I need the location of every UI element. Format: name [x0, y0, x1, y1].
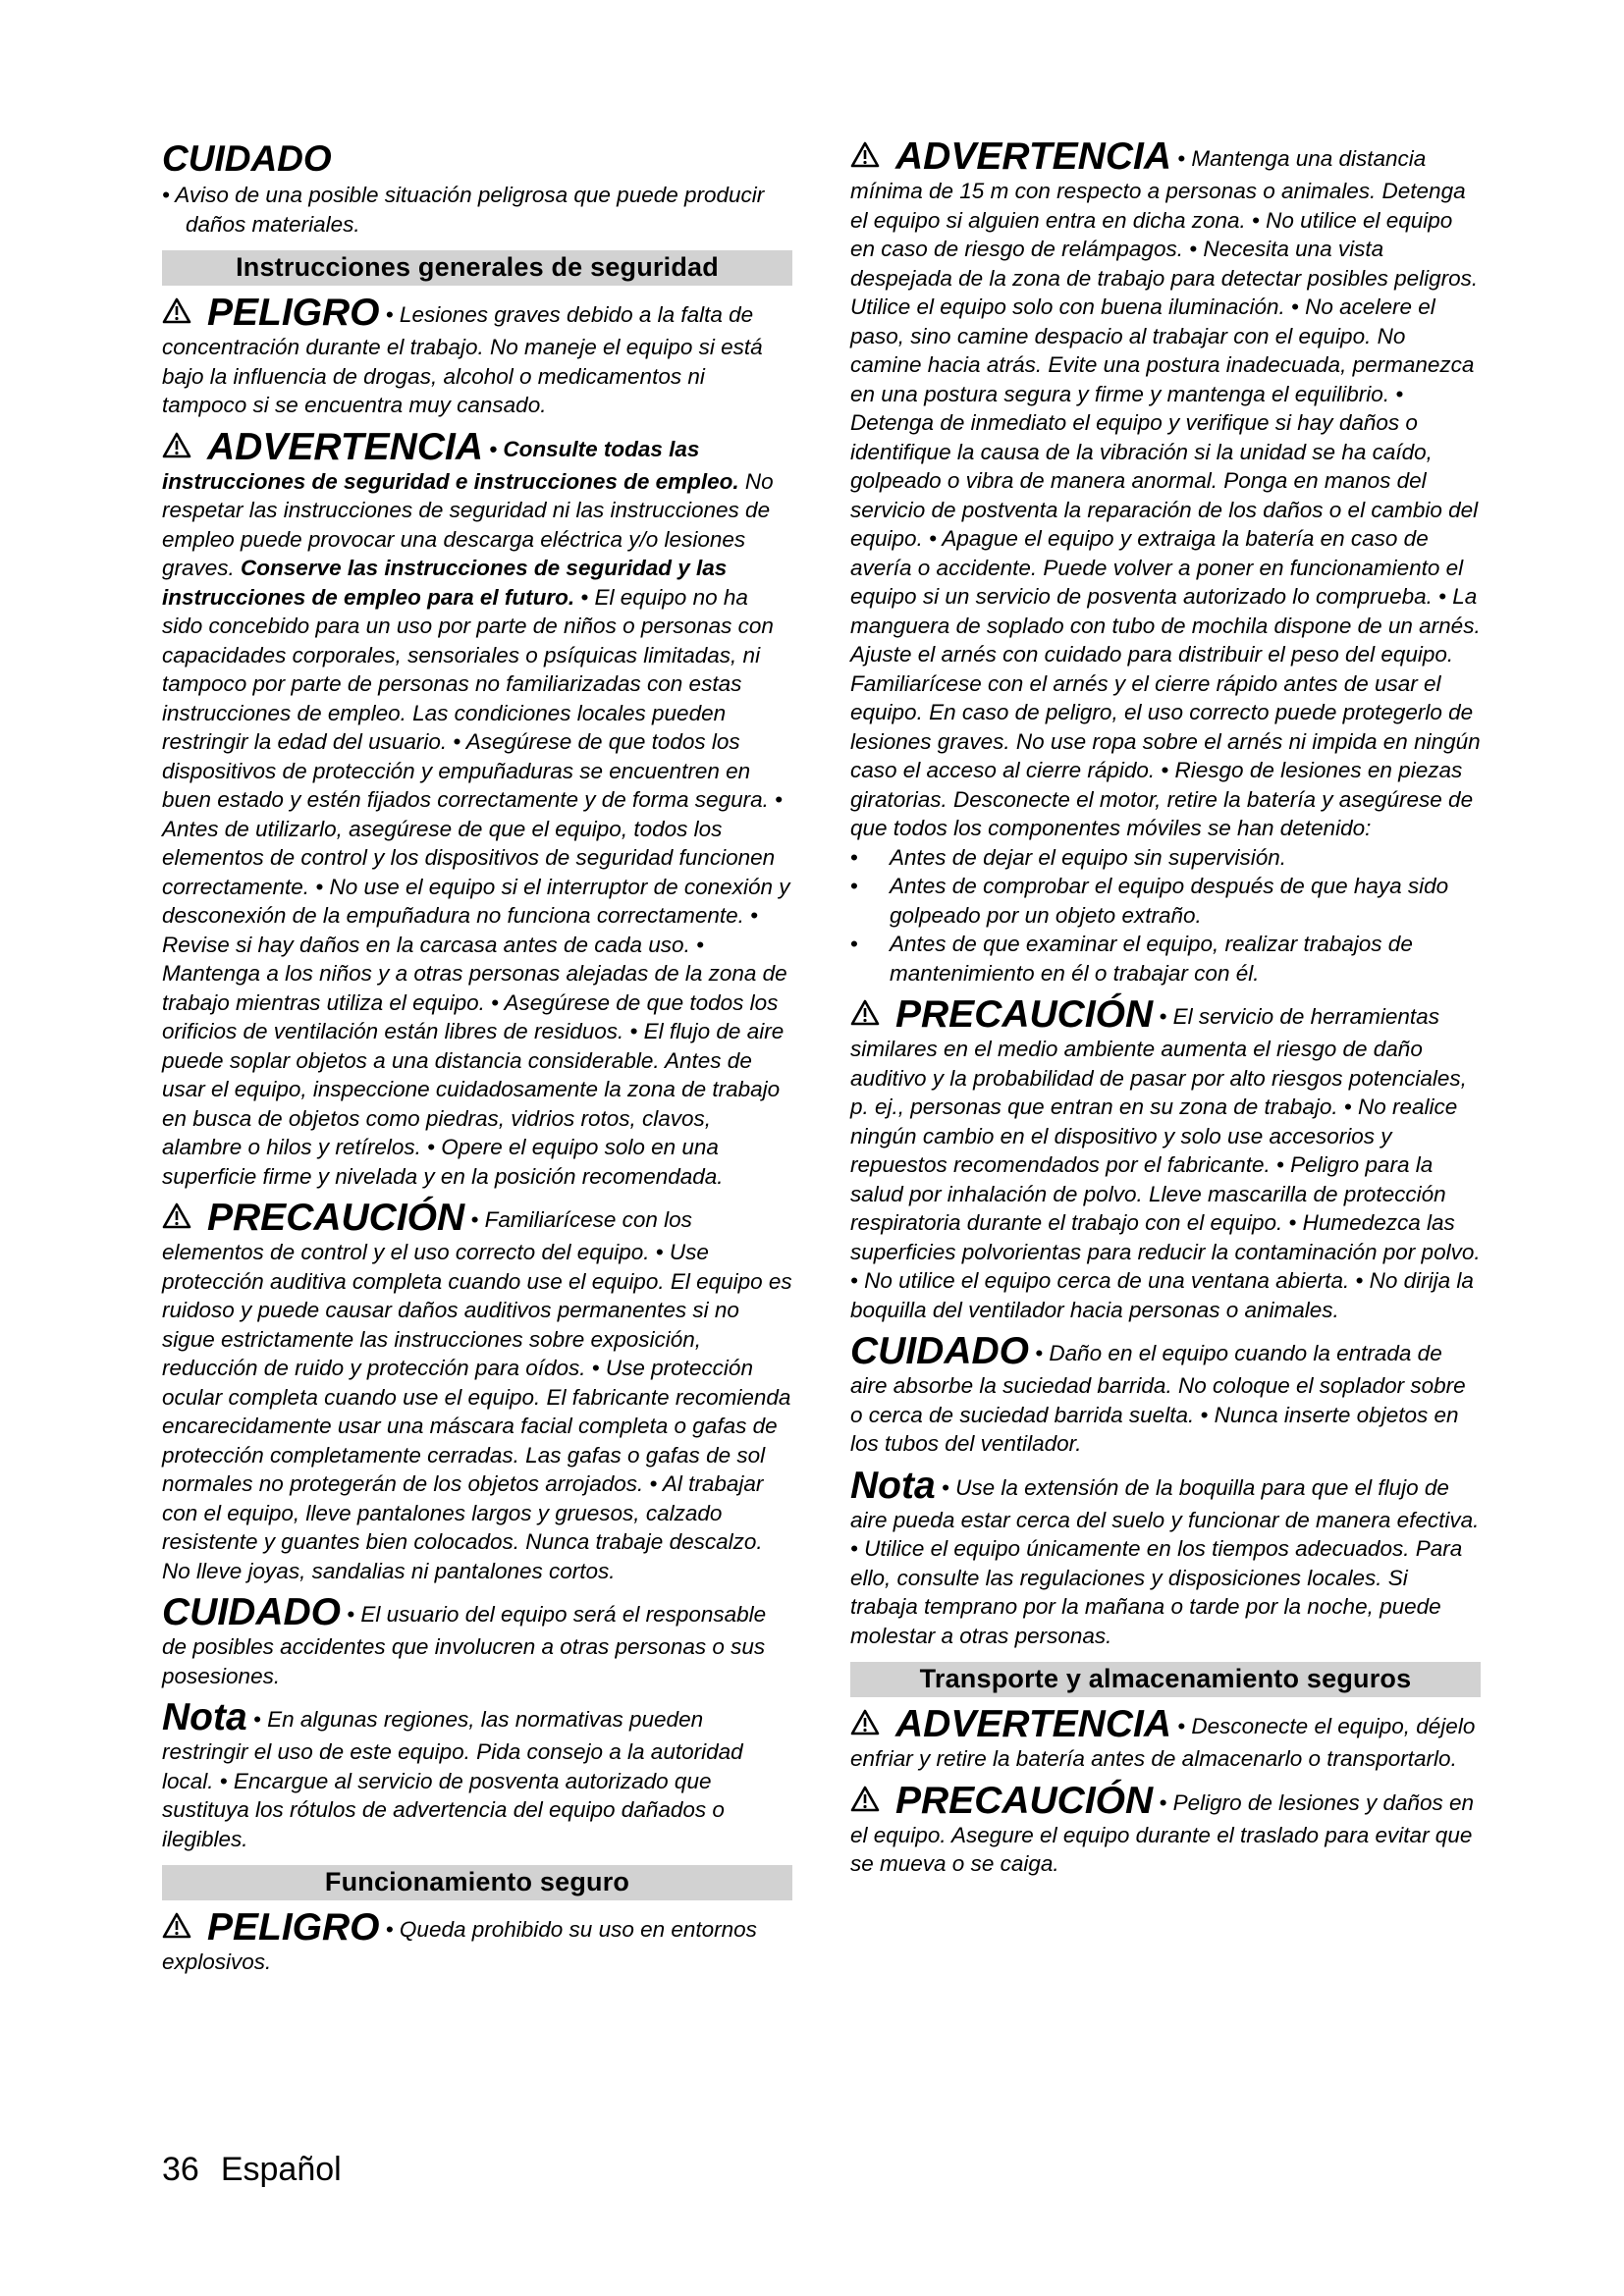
advertencia-paragraph-2 [850, 137, 1481, 843]
nota-keyword: Nota [162, 1696, 247, 1738]
advertencia-text: • Mantenga una distancia mínima de 15 m con respecto a personas o animales. Detenga el equipo si alguien entra en dicha zona. • No utilice el equipo en caso de riesgo de relámpagos. • Necesita una vista despejada de la zona de trabajo para detectar posibles peligros. Utilice el equipo solo con buena iluminación. • No acelere el paso, sino camine despacio al trabajar con el equipo. No camine hacia atrás. Evite una postura inadecuada, permanezca en una postura segura y firme y mantenga el equilibrio. • Detenga de inmediato el equipo y verifique si hay daños o identifique la causa de la vibración si la unidad se ha caído, golpeado o vibra de manera anormal. Ponga en manos del servicio de postventa la reparación de los daños o el cambio del equipo. • Apague el equipo y extraiga la batería en caso de avería o accidente. Puede volver a poner en funcionamiento el equipo si un servicio de posventa autorizado lo comprueba. • La manguera de soplado con tubo de mochila dispone de un arnés. Ajuste el arnés con cuidado para distribuir el peso del equipo. Familiarícese con el arnés y el cierre rápido antes de usar el equipo. En caso de peligro, el uso correcto puede protegerlo de lesiones graves. No use ropa sobre el arnés ni impida en ningún caso el acceso al cierre rápido. • Riesgo de lesiones en piezas giratorias. Desconecte el motor, retire la batería y asegúrese de que todos los componentes móviles se han detenido: [850, 146, 1481, 840]
page-language: Español [220, 2151, 342, 2188]
peligro-paragraph-1 [162, 294, 792, 420]
peligro-text: • Queda prohibido su uso en entornos explosivos. [162, 1917, 757, 1974]
right-column [850, 137, 1481, 1879]
advertencia-text-1: No respetar las instrucciones de seguridad ni las instrucciones de empleo puede provocar una descarga eléctrica y/o lesiones graves. [162, 468, 774, 580]
nota-paragraph-1 [162, 1698, 792, 1853]
advertencia-keyword: ADVERTENCIA [895, 135, 1171, 178]
peligro-keyword: PELIGRO [207, 1906, 380, 1949]
cuidado-keyword: CUIDADO [162, 1591, 341, 1633]
nota-text: • En algunas regiones, las normativas pueden restringir el uso de este equipo. Pida consejo a la autoridad local. • Encargue al servicio de posventa autorizado que sustituya los rótulos de advertencia del equipo dañados o ilegibles. [162, 1707, 743, 1851]
bullet: • [850, 874, 858, 898]
precaucion-keyword: PRECAUCIÓN [895, 1779, 1154, 1822]
nota-text: • Use la extensión de la boquilla para que el flujo de aire pueda estar cerca del suelo y funcionar de manera efectiva. • Utilice el equipo únicamente en los tiempos adecuados. Para ello, consulte las regulaciones y disposiciones locales. Si trabaja temprano por la mañana o tarde por la noche, puede molestar a otras personas. [850, 1474, 1480, 1648]
precaucion-paragraph-1 [162, 1199, 792, 1585]
nota-paragraph-2 [850, 1464, 1481, 1651]
stop-conditions-list [850, 843, 1481, 988]
precaucion-keyword: PRECAUCIÓN [207, 1197, 465, 1239]
page-number: 36 [162, 2151, 199, 2188]
warning-triangle-icon [850, 141, 880, 168]
cuidado-text: • El usuario del equipo será el responsable de posibles accidentes que involucren a otras personas o sus posesiones. [162, 1602, 767, 1688]
advertencia-bold-1: • Consulte todas las instrucciones de seguridad e instrucciones de empleo. [162, 436, 739, 494]
precaucion-keyword: PRECAUCIÓN [895, 993, 1154, 1036]
warning-triangle-icon [162, 1202, 191, 1229]
precaucion-paragraph-3 [850, 1779, 1481, 1879]
section-header-general-safety: Instrucciones generales de seguridad [162, 250, 792, 286]
advertencia-keyword: ADVERTENCIA [895, 1703, 1171, 1745]
warning-triangle-icon [162, 297, 191, 324]
list-item: • Antes de comprobar el equipo después de que haya sido golpeado por un objeto extraño. [850, 874, 1449, 928]
cuidado-heading: CUIDADO [162, 138, 332, 179]
warning-triangle-icon [162, 1912, 191, 1939]
cuidado-keyword: CUIDADO [850, 1330, 1029, 1372]
list-item: • Antes de que examinar el equipo, realizar trabajos de mantenimiento en él o trabajar con él. [850, 932, 1413, 986]
page-footer [162, 2150, 342, 2189]
advertencia-paragraph-3 [850, 1705, 1481, 1774]
advertencia-text: • Desconecte el equipo, déjelo enfriar y retire la batería antes de almacenarlo o transportarlo. [850, 1714, 1476, 1771]
warning-triangle-icon [850, 999, 880, 1026]
list-item: • Antes de dejar el equipo sin supervisión. [850, 843, 1481, 873]
precaucion-text: • Familiarícese con los elementos de control y el uso correcto del equipo. • Use protección auditiva completa cuando use el equipo. El equipo es ruidoso y puede causar daños auditivos permanentes si no sigue estrictamente las instrucciones sobre exposición, reducción de ruido y protección para oídos. • Use protección ocular completa cuando use el equipo. El fabricante recomienda encarecidamente usar una máscara facial completa o gafas de protección completamente cerradas. Las gafas o gafas de sol normales no protegerán de los objetos arrojados. • Al trabajar con el equipo, lleve pantalones largos y gruesos, calzado resistente y guantes bien colocados. Nunca trabaje descalzo. No lleve joyas, sandalias ni pantalones cortos. [162, 1207, 792, 1583]
section-header-transport-storage: Transporte y almacenamiento seguros [850, 1662, 1481, 1697]
cuidado-paragraph-3 [850, 1332, 1481, 1459]
precaucion-text: • El servicio de herramientas similares en el medio ambiente aumenta el riesgo de daño auditivo y la probabilidad de pasar por alto riesgos potenciales, p. ej., personas que entran en su zona de trabajo. • No realice ningún cambio en el dispositivo y solo use accesorios y repuestos recomendados por el fabricante. • Peligro para la salud por inhalación de polvo. Lleve mascarilla de protección respiratoria durante el trabajo con el equipo. • Humedezca las superficies polvorientas para reducir la contaminación por polvo. • No utilice el equipo cerca de una ventana abierta. • No dirija la boquilla del ventilador hacia personas o animales. [850, 1004, 1481, 1322]
advertencia-keyword: ADVERTENCIA [207, 425, 483, 468]
precaucion-paragraph-2 [850, 995, 1481, 1324]
warning-triangle-icon [850, 1709, 880, 1735]
cuidado-definition: • Aviso de una posible situación peligrosa que puede producir daños materiales. [162, 183, 765, 237]
precaucion-text: • Peligro de lesiones y daños en el equipo. Asegure el equipo durante el traslado para evitar que se mueva o se caiga. [850, 1789, 1475, 1876]
section-header-safe-operation: Funcionamiento seguro [162, 1865, 792, 1900]
bullet: • [850, 844, 858, 870]
advertencia-text-2: • El equipo no ha sido concebido para un uso por parte de niños o personas con capacidades corporales, sensoriales o psíquicas limitadas, ni tampoco por parte de personas no familiarizadas con estas instrucciones de empleo. Las condiciones locales pueden restringir la edad del usuario. • Asegúrese de que todos los dispositivos de protección y empuñaduras se encuentren en buen estado y estén fijados correctamente y de forma segura. • Antes de utilizarlo, asegúrese de que el equipo, todos los elementos de control y los dispositivos de seguridad funcionen correctamente. • No use el equipo si el interruptor de conexión y desconexión de la empuñadura no funciona correctamente. • Revise si hay daños en la carcasa antes de cada uso. • Mantenga a los niños y a otras personas alejadas de la zona de trabajo mientras utiliza el equipo. • Asegúrese de que todos los orificios de ventilación están libres de residuos. • El flujo de aire puede soplar objetos a una distancia considerable. Antes de usar el equipo, inspeccione cuidadosamente la zona de trabajo en busca de objetos como piedras, vidrios rotos, clavos, alambre o hilos y retírelos. • Opere el equipo solo en una superficie firme y nivelada y en la posición recomendada. [162, 584, 790, 1189]
peligro-text: • Lesiones graves debido a la falta de concentración durante el trabajo. No maneje el equipo si está bajo la influencia de drogas, alcohol o medicamentos ni tampoco si se encuentra muy cansado. [162, 302, 763, 417]
bullet: • [850, 932, 858, 956]
warning-triangle-icon [162, 432, 191, 458]
nota-keyword: Nota [850, 1464, 936, 1507]
peligro-keyword: PELIGRO [207, 292, 380, 334]
peligro-paragraph-2 [162, 1908, 792, 1977]
cuidado-paragraph-2 [162, 1593, 792, 1690]
left-column [162, 137, 792, 1977]
advertencia-bold-2: Conserve las instrucciones de seguridad y las instrucciones de empleo para el futuro. [162, 556, 728, 610]
advertencia-paragraph-1 [162, 425, 792, 1192]
warning-triangle-icon [850, 1786, 880, 1812]
cuidado-text: • Daño en el equipo cuando la entrada de aire absorbe la suciedad barrida. No coloque el soplador sobre o cerca de suciedad barrida suelta. • Nunca inserte objetos en los tubos del ventilador. [850, 1341, 1466, 1456]
